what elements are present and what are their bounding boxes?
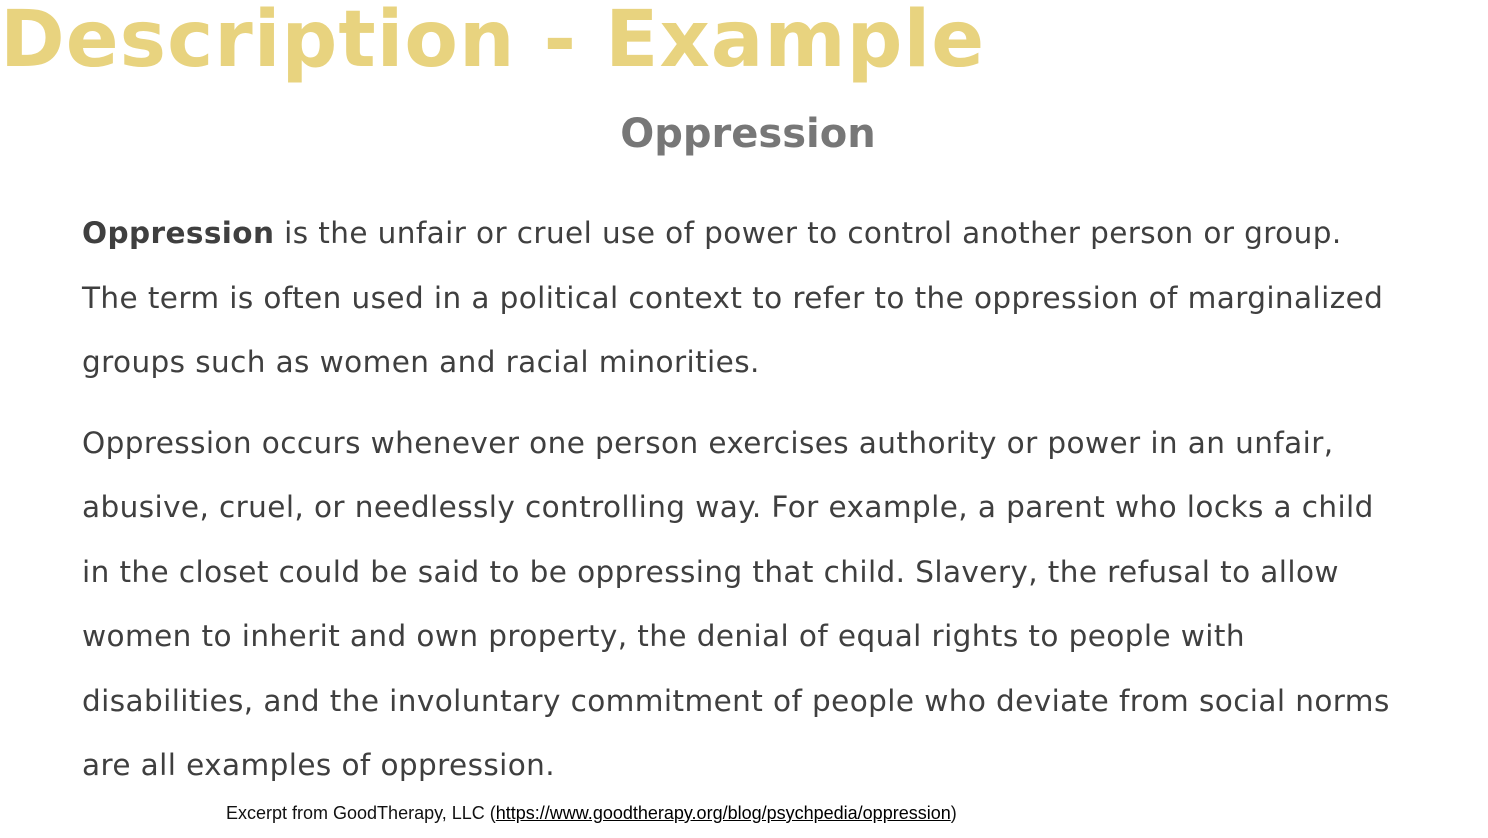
- definition-term: Oppression: [82, 216, 275, 250]
- source-link[interactable]: https://www.goodtherapy.org/blog/psychpedia/oppression: [495, 803, 951, 823]
- body-text: [82, 201, 1392, 798]
- definition-text: is the unfair or cruel use of power to control another person or group. The term is often used in a political context to refer to the oppression of marginalized groups such as women and racial minorities.: [82, 216, 1384, 379]
- definition-paragraph: [82, 201, 1392, 395]
- slide-title: Description - Example: [0, 0, 986, 85]
- source-citation: [226, 803, 957, 824]
- slide-subtitle: Oppression: [620, 111, 876, 157]
- citation-suffix: ): [950, 803, 957, 823]
- citation-prefix: Excerpt from GoodTherapy, LLC (: [226, 803, 496, 823]
- example-paragraph: Oppression occurs whenever one person exercises authority or power in an unfair, abusive, cruel, or needlessly controlling way. For example, a parent who locks a child in the closet could be said to be oppressing that child. Slavery, the refusal to allow women to inherit and own property, the denial of equal rights to people with disabilities, and the involuntary commitment of people who deviate from social norms are all examples of oppression.: [82, 425, 1390, 782]
